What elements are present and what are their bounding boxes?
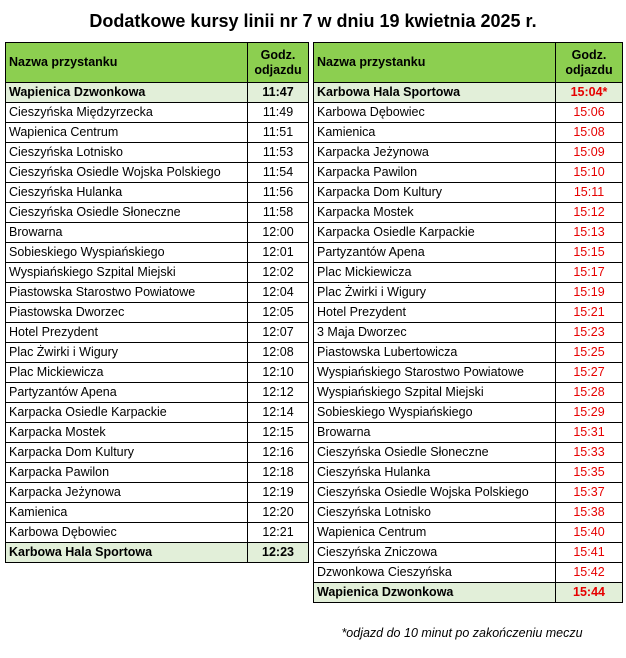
table-row [6,523,309,543]
departure-time-cell: 15:33 [556,443,623,463]
time-header-line1: Godz. [571,47,607,62]
table-row [6,163,309,183]
stop-name-cell: Karpacka Jeżynowa [314,143,556,163]
departure-time-cell: 15:21 [556,303,623,323]
table-row [314,463,623,483]
table-row [314,203,623,223]
departure-time-cell: 12:08 [248,343,309,363]
departure-time-cell: 15:19 [556,283,623,303]
table-row [6,203,309,223]
table-row [314,363,623,383]
departure-time-cell: 15:37 [556,483,623,503]
stop-name-cell: Wapienica Centrum [314,523,556,543]
departure-time-cell: 12:14 [248,403,309,423]
time-header-line1: Godz. [260,47,296,62]
page-title: Dodatkowe kursy linii nr 7 w dniu 19 kwietnia 2025 r. [89,11,537,31]
stop-name-cell: Karpacka Mostek [314,203,556,223]
stop-name-cell: Partyzantów Apena [314,243,556,263]
stop-name-cell: Piastowska Starostwo Powiatowe [6,283,248,303]
departure-time-cell: 11:47 [248,83,309,103]
stop-name-cell: Cieszyńska Osiedle Słoneczne [314,443,556,463]
departure-time-cell: 12:05 [248,303,309,323]
stop-name-cell: Karpacka Osiedle Karpackie [314,223,556,243]
schedule-table-return [313,42,623,603]
table-row [6,123,309,143]
time-header-line2: odjazdu [565,62,613,77]
table-row [6,303,309,323]
table-row [314,483,623,503]
stop-name-cell: Piastowska Lubertowicza [314,343,556,363]
stop-name-cell: Wapienica Dzwonkowa [314,583,556,603]
table-row [6,323,309,343]
departure-time-cell: 15:09 [556,143,623,163]
stop-name-cell: Karpacka Dom Kultury [314,183,556,203]
table-row [314,143,623,163]
table-row [6,483,309,503]
departure-time-cell: 11:56 [248,183,309,203]
stop-name-cell: Sobieskiego Wyspiańskiego [314,403,556,423]
departure-time-cell: 15:44 [556,583,623,603]
departure-time-cell: 15:28 [556,383,623,403]
table-row [6,103,309,123]
departure-time-cell: 15:29 [556,403,623,423]
stop-name-cell: Karbowa Dębowiec [6,523,248,543]
departure-time-cell: 15:12 [556,203,623,223]
table-row [314,583,623,603]
footnote: *odjazd do 10 minut po zakończeniu meczu [341,626,583,640]
stop-name-cell: Wapienica Dzwonkowa [6,83,248,103]
departure-time-cell: 12:00 [248,223,309,243]
departure-time-cell: 15:10 [556,163,623,183]
table-row [314,383,623,403]
table-row [314,523,623,543]
table-header-row [6,43,309,83]
table-row [6,363,309,383]
stop-name-cell: Hotel Prezydent [314,303,556,323]
schedule-table-outbound [5,42,309,563]
departure-time-cell: 12:12 [248,383,309,403]
stop-name-cell: Plac Żwirki i Wigury [6,343,248,363]
departure-time-cell: 12:21 [248,523,309,543]
departure-time-cell: 12:07 [248,323,309,343]
departure-time-cell: 11:49 [248,103,309,123]
departure-time-cell: 12:02 [248,263,309,283]
departure-time-cell: 15:42 [556,563,623,583]
table-row [6,243,309,263]
table-row [314,163,623,183]
stop-name-cell: Karpacka Dom Kultury [6,443,248,463]
departure-time-cell: 15:13 [556,223,623,243]
table-row [314,343,623,363]
table-header-row [314,43,623,83]
stop-name-cell: Karbowa Dębowiec [314,103,556,123]
table-row [314,303,623,323]
table-row [314,543,623,563]
table-row [314,323,623,343]
table-row [314,243,623,263]
departure-time-cell: 12:19 [248,483,309,503]
stop-name-cell: Wyspiańskiego Szpital Miejski [314,383,556,403]
departure-time-cell: 11:53 [248,143,309,163]
time-header-line2: odjazdu [254,62,302,77]
stop-name-cell: Wyspiańskiego Starostwo Powiatowe [314,363,556,383]
departure-time-cell: 12:04 [248,283,309,303]
stop-name-cell: Karbowa Hala Sportowa [314,83,556,103]
stop-name-cell: Cieszyńska Osiedle Wojska Polskiego [6,163,248,183]
table-row [6,343,309,363]
stop-name-cell: Cieszyńska Hulanka [314,463,556,483]
stop-name-cell: Cieszyńska Hulanka [6,183,248,203]
table-row [314,223,623,243]
stop-name-cell: Cieszyńska Zniczowa [314,543,556,563]
departure-time-cell: 12:16 [248,443,309,463]
departure-time-cell: 15:27 [556,363,623,383]
table-row [6,143,309,163]
table-row [314,443,623,463]
stop-name-cell: Hotel Prezydent [6,323,248,343]
stop-name-cell: Karpacka Pawilon [6,463,248,483]
table-row [6,543,309,563]
table-row [6,223,309,243]
table-row [314,103,623,123]
departure-time-cell: 12:20 [248,503,309,523]
table-row [6,503,309,523]
departure-time-cell: 15:35 [556,463,623,483]
departure-time-cell: 15:11 [556,183,623,203]
table-row [314,423,623,443]
table-row [6,183,309,203]
table-row [314,283,623,303]
table-row [6,283,309,303]
stop-name-cell: Browarna [6,223,248,243]
stop-name-cell: Plac Żwirki i Wigury [314,283,556,303]
table-row [6,463,309,483]
column-header-time [248,43,309,83]
table-row [314,263,623,283]
stop-name-cell: Cieszyńska Osiedle Słoneczne [6,203,248,223]
stop-name-cell: Wyspiańskiego Szpital Miejski [6,263,248,283]
stop-name-cell: Wapienica Centrum [6,123,248,143]
departure-time-cell: 15:25 [556,343,623,363]
stop-name-cell: 3 Maja Dworzec [314,323,556,343]
column-header-time [556,43,623,83]
stop-name-cell: Cieszyńska Osiedle Wojska Polskiego [314,483,556,503]
stop-name-cell: Karpacka Pawilon [314,163,556,183]
table-row [314,183,623,203]
stop-name-cell: Partyzantów Apena [6,383,248,403]
stop-name-cell: Karpacka Jeżynowa [6,483,248,503]
departure-time-cell: 15:17 [556,263,623,283]
table-row [314,403,623,423]
table-row [314,563,623,583]
stop-name-cell: Cieszyńska Lotnisko [314,503,556,523]
stop-name-cell: Plac Mickiewicza [6,363,248,383]
departure-time-cell: 15:31 [556,423,623,443]
table-row [6,83,309,103]
departure-time-cell: 15:40 [556,523,623,543]
stop-name-cell: Plac Mickiewicza [314,263,556,283]
table-row [6,423,309,443]
stop-name-cell: Karpacka Mostek [6,423,248,443]
table-row [6,263,309,283]
column-header-stop: Nazwa przystanku [314,43,556,83]
departure-time-cell: 15:15 [556,243,623,263]
stop-name-cell: Piastowska Dworzec [6,303,248,323]
column-header-stop: Nazwa przystanku [6,43,248,83]
table-row [6,403,309,423]
departure-time-cell: 12:10 [248,363,309,383]
departure-time-cell: 15:38 [556,503,623,523]
stop-name-cell: Cieszyńska Międzyrzecka [6,103,248,123]
departure-time-cell: 11:54 [248,163,309,183]
stop-name-cell: Kamienica [6,503,248,523]
table-row [6,383,309,403]
departure-time-cell: 12:01 [248,243,309,263]
departure-time-cell: 15:06 [556,103,623,123]
stop-name-cell: Kamienica [314,123,556,143]
table-row [314,503,623,523]
departure-time-cell: 15:08 [556,123,623,143]
departure-time-cell: 15:41 [556,543,623,563]
departure-time-cell: 12:15 [248,423,309,443]
stop-name-cell: Karbowa Hala Sportowa [6,543,248,563]
stop-name-cell: Sobieskiego Wyspiańskiego [6,243,248,263]
stop-name-cell: Dzwonkowa Cieszyńska [314,563,556,583]
table-row [314,83,623,103]
table-row [314,123,623,143]
departure-time-cell: 15:04* [556,83,623,103]
stop-name-cell: Browarna [314,423,556,443]
departure-time-cell: 12:23 [248,543,309,563]
stop-name-cell: Cieszyńska Lotnisko [6,143,248,163]
departure-time-cell: 12:18 [248,463,309,483]
departure-time-cell: 15:23 [556,323,623,343]
table-row [6,443,309,463]
departure-time-cell: 11:51 [248,123,309,143]
departure-time-cell: 11:58 [248,203,309,223]
stop-name-cell: Karpacka Osiedle Karpackie [6,403,248,423]
